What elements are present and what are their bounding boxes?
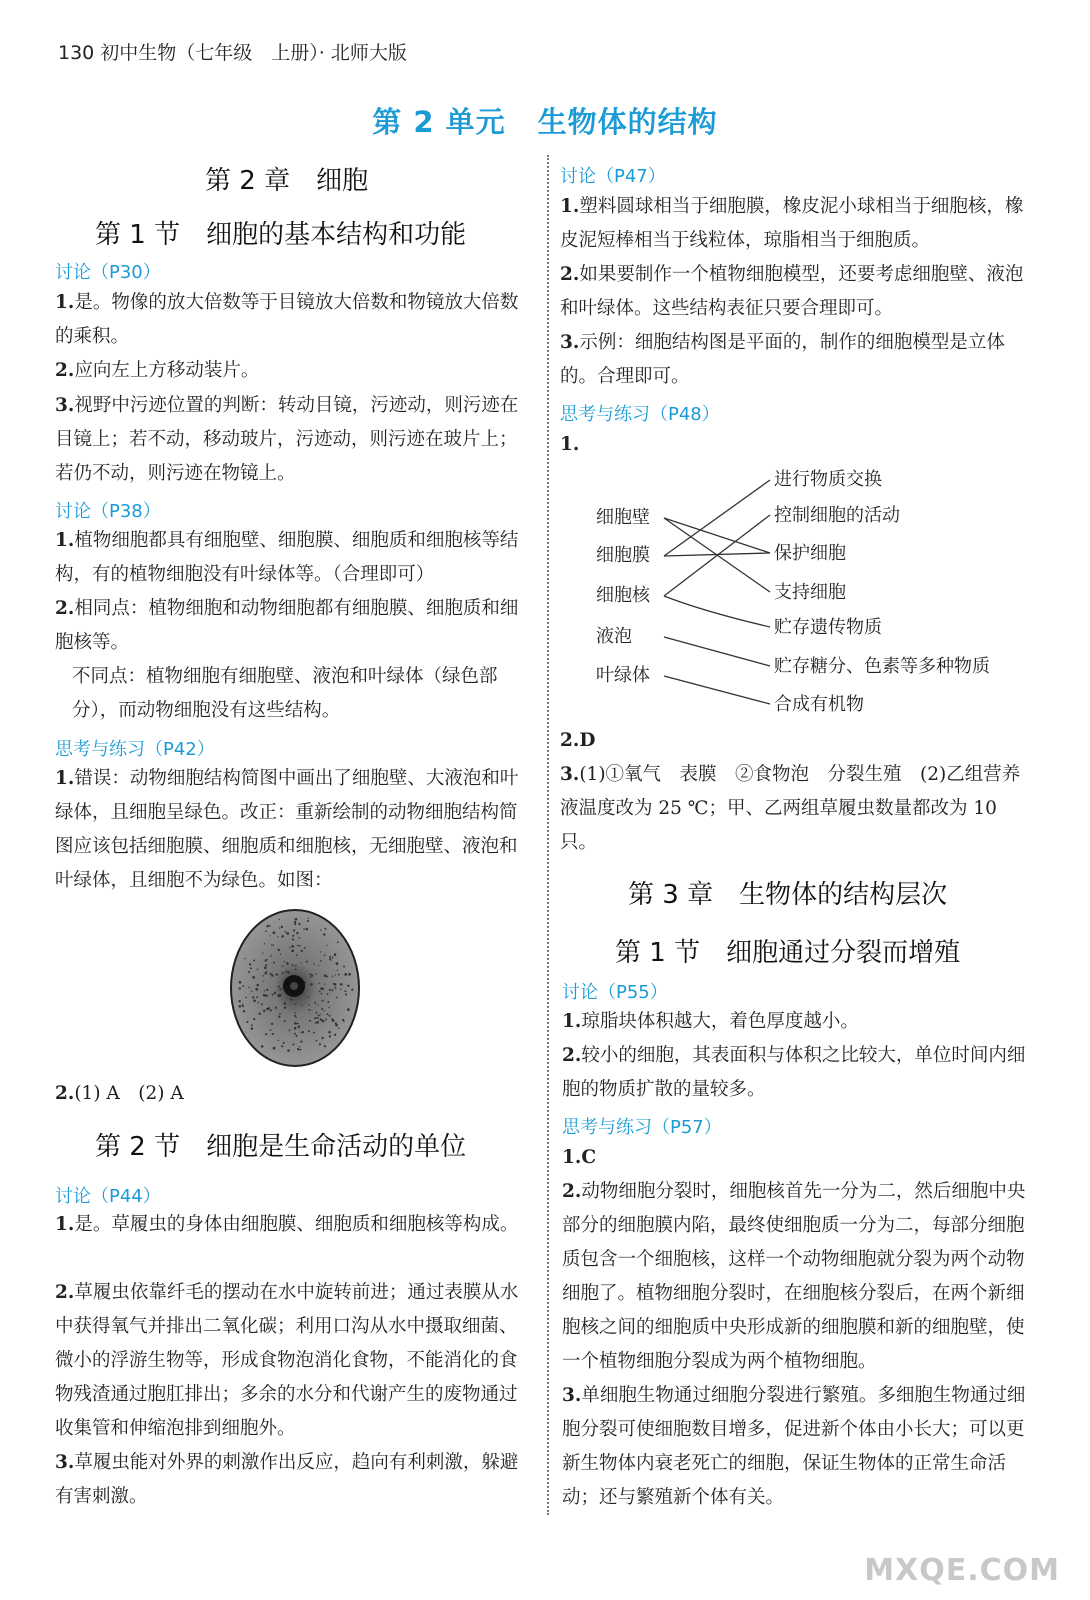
granule [291,945,294,948]
granule [284,1002,287,1005]
granule [277,936,278,937]
section-1-title: 第 1 节 细胞的基本结构和功能 [95,220,467,250]
granule [270,935,271,936]
granule [252,976,255,979]
answer-item: 1.植物细胞都具有细胞壁、细胞膜、细胞质和细胞核等结构，有的植物细胞没有叶绿体等。（合理即可） [55,530,519,585]
discussion-p55-label: 讨论（P55） [562,982,668,1003]
granule [251,991,252,992]
granule [279,989,280,990]
granule [336,997,338,999]
answer-item: 1.错误：动物细胞结构简图中画出了细胞壁、大液泡和叶绿体，且细胞呈绿色。改正：重新绘制的动物细胞结构简图应该包括细胞膜、细胞质和细胞核，无细胞壁、液泡和叶绿体，且细胞不为绿色。如图： [55,768,519,891]
answer-item: 3.视野中污迹位置的判断：转动目镜，污迹动，则污迹在目镜上；若不动，移动玻片，污迹动，则污迹在玻片上；若仍不动，则污迹在物镜上。 [55,395,519,484]
granule [301,962,302,963]
granule [329,1035,331,1037]
answer-item: 2.相同点：植物细胞和动物细胞都有细胞膜、细胞质和细胞核等。 [55,598,519,653]
granule [287,1049,290,1052]
granule [265,995,267,997]
discussion-p47-label: 讨论（P47） [560,166,666,187]
granule [246,1021,248,1023]
match-right-control: 控制细胞的活动 [774,505,900,526]
granule [272,994,274,996]
granule [278,986,280,988]
unit-title [0,100,1090,141]
granule [285,931,287,933]
granule [297,1023,299,1025]
granule [280,954,281,955]
granule [328,1007,329,1008]
granule [325,1019,327,1021]
granule [273,962,275,964]
match-right-storage: 贮存糖分、色素等多种物质 [774,656,990,677]
granule [306,928,309,931]
granule [295,1035,297,1037]
granule [271,974,274,977]
granule [297,1048,299,1050]
granule [321,1037,323,1039]
granule [308,1030,310,1032]
granule [331,989,333,991]
granule [329,956,331,958]
granule [310,983,313,986]
granule [315,1022,317,1024]
granule [289,1029,291,1031]
granule [309,973,311,975]
granule [270,1009,272,1011]
watermark: MXQE.COM [864,1553,1060,1588]
granule [330,959,332,961]
granule [244,958,245,959]
granule [255,988,257,990]
granule [313,963,314,964]
granule [318,1014,320,1016]
granule [283,1042,285,1044]
match-left-cell-wall: 细胞壁 [596,507,650,528]
answer-item: 1.塑料圆球相当于细胞膜，橡皮泥小球相当于细胞核，橡皮泥短棒相当于线粒体，琼脂相当于细胞质。 [560,196,1024,251]
match-right-support: 支持细胞 [774,582,846,603]
granule [257,984,259,986]
granule [295,968,297,970]
granule [271,1023,273,1025]
granule [334,983,337,986]
granule [262,980,263,981]
granule [323,933,325,935]
granule [291,964,293,966]
granule [273,945,274,946]
granule [274,992,276,994]
granule [278,1040,279,1041]
granule [263,994,266,997]
granule [304,947,306,949]
granule [303,928,305,930]
granule [320,1018,323,1021]
granule [315,1012,317,1014]
granule [243,1010,245,1012]
granule [338,1027,340,1029]
granule [337,941,339,943]
answer-item: 2.如果要制作一个植物细胞模型，还要考虑细胞壁、液泡和叶绿体。这些结构表征只要合理即可。 [560,264,1024,319]
granule [308,1009,310,1011]
granule [296,954,298,956]
granule [337,970,338,971]
granule [239,1005,242,1008]
granule [319,991,321,993]
granule [270,1029,272,1031]
granule [265,964,267,966]
unit-name: 生物体的结构 [537,105,718,139]
granule [328,1015,329,1016]
granule [329,989,331,991]
granule [284,1020,286,1022]
granule [295,1012,297,1014]
granule [332,1019,335,1022]
granule [286,962,289,965]
granule [278,949,280,951]
granule [344,990,346,992]
granule [317,1004,318,1005]
granule [311,974,313,976]
granule [272,1033,274,1035]
granule [264,967,267,970]
granule [293,929,295,931]
granule [250,967,252,969]
granule [262,975,263,976]
granule [346,993,347,994]
granule [298,1026,300,1028]
granule [306,961,308,963]
granule [324,974,327,977]
granule [320,951,321,952]
structure-function-matching-diagram [560,460,1040,720]
granule [307,920,309,922]
granule [275,1007,277,1009]
granule [276,973,278,975]
answer-item: 3.(1)①氧气 表膜 ②食物泡 分裂生殖 (2)乙组营养液温度改为 25 ℃；甲、乙两组草履虫数量都改为 10 只。 [560,764,1021,853]
discussion-p38-label: 讨论（P38） [55,501,161,522]
answer-item: 2.草履虫依靠纤毛的摆动在水中旋转前进；通过表膜从水中获得氧气并排出二氧化碳；利用口沟从水中摄取细菌、微小的浮游生物等，形成食物泡消化食物，不能消化的食物残渣通过胞肛排出；多余的水分和代谢产生的废物通过收集管和伸缩泡排到细胞外。 [55,1282,519,1439]
matching-lines [664,480,770,704]
answer-item: 1.C [562,1147,597,1168]
granule [285,970,287,972]
granule [271,944,273,946]
granule [308,1005,309,1006]
granule [296,932,298,934]
granule [290,998,291,999]
match-right-exchange: 进行物质交换 [774,469,882,490]
granule [347,1008,350,1011]
granule [347,985,349,987]
answer-item: 3.单细胞生物通过细胞分裂进行繁殖。多细胞生物通过细胞分裂可使细胞数目增多，促进新个体由小长大；可以更新生物体内衰老死亡的细胞，保证生物体的正常生命活动；还与繁殖新个体有关。 [562,1385,1026,1508]
discussion-p30-label: 讨论（P30） [55,262,161,283]
granule [266,989,268,991]
animal-cell-diagram [228,908,363,1068]
granule [284,961,286,963]
granule [267,925,270,928]
granule [265,1033,267,1035]
granule [310,976,312,978]
granule [298,923,300,925]
granule [251,1024,253,1026]
granule [327,1001,329,1003]
match-left-vacuole: 液泡 [596,626,632,647]
granule [319,1043,321,1045]
granule [321,993,323,995]
match-right-genetic: 贮存遗传物质 [774,617,882,638]
exercise-p48-label: 思考与练习（P48） [560,404,720,425]
granule [324,1010,325,1011]
granule [320,929,321,930]
granule [299,937,301,939]
granule [302,1031,304,1033]
granule [286,932,289,935]
granule [270,973,272,975]
granule [287,971,290,974]
answer-item: 3.草履虫能对外界的刺激作出反应，趋向有利刺激，躲避有害刺激。 [55,1452,519,1507]
granule [273,1047,276,1050]
granule [294,1027,297,1030]
granule [315,973,317,975]
match-left-nucleus: 细胞核 [596,585,650,606]
granule [245,996,247,998]
granule [248,987,249,988]
granule [267,959,268,960]
answer-item: 1. [560,434,580,455]
granule [351,989,353,991]
granule [256,996,258,998]
granule [348,974,350,976]
granule [343,1020,345,1022]
granule [314,1002,316,1004]
exercise-p57-label: 思考与练习（P57） [562,1117,722,1138]
granule [291,999,293,1001]
granule [253,1018,255,1020]
granule [292,1044,293,1045]
match-right-synthesis: 合成有机物 [774,694,864,715]
granule [266,971,267,972]
answer-item: 3.示例：细胞结构图是平面的，制作的细胞模型是立体的。合理即可。 [560,332,1005,387]
granule [289,947,290,948]
granule [279,1013,281,1015]
granule [264,990,265,991]
granule [307,997,309,999]
granule [253,999,256,1002]
granule [332,976,333,977]
granule [294,918,296,920]
granule [261,1045,264,1048]
granule [316,1021,319,1024]
granule [316,1040,318,1042]
granule [265,972,268,975]
granule [338,974,340,976]
granule [294,923,296,925]
granule [318,965,319,966]
granule [249,963,251,965]
granule [310,1010,311,1011]
answer-item: 2.D [560,730,596,751]
answer-item: 2.较小的细胞，其表面积与体积之比较大，单位时间内细胞的物质扩散的量较多。 [562,1045,1026,1100]
granule [262,953,263,954]
granule [344,973,347,976]
granule [332,957,334,959]
granule [335,974,336,975]
granule [279,994,282,997]
granule [324,984,325,985]
granule [257,969,258,970]
granule [318,983,319,984]
granule [242,985,244,987]
answer-item: 1.是。草履虫的身体由细胞膜、细胞质和细胞核等构成。 [55,1214,519,1235]
granule [258,1002,260,1004]
granule [242,1005,244,1007]
answer-item: 不同点：植物细胞有细胞壁、液泡和叶绿体（绿色部分），而动物细胞没有这些结构。 [72,666,498,721]
granule [308,918,309,919]
granule [301,950,303,952]
granule [327,993,329,995]
section-2-title: 第 2 节 细胞是生命活动的单位 [95,1132,467,1162]
granule [321,987,324,990]
column-divider [547,155,549,1515]
granule [295,965,297,967]
granule [322,1000,324,1002]
granule [322,1020,325,1023]
granule [300,1032,301,1033]
granule [326,945,327,946]
granule [266,1008,269,1011]
granule [294,921,296,923]
granule [299,1046,300,1047]
page-header: 130 初中生物（七年级 上册）· 北师大版 [58,42,407,64]
granule [300,1049,302,1051]
granule [327,1013,329,1015]
granule [239,987,241,989]
granule [324,1045,326,1047]
granule [282,965,284,967]
granule [292,935,294,937]
granule [328,1031,331,1034]
granule [295,1017,296,1018]
granule [264,959,266,961]
granule [261,1003,263,1005]
granule [300,1041,302,1043]
granule [314,1017,316,1019]
granule [295,1003,297,1005]
granule [321,1008,323,1010]
granule [239,981,242,984]
match-left-cell-membrane: 细胞膜 [596,545,650,566]
granule [251,1028,253,1030]
granule [334,953,337,956]
granule [273,931,276,934]
granule [324,928,326,930]
granule [294,1033,296,1035]
granule [284,1007,286,1009]
answer-item: 1.琼脂块体积越大，着色厚度越小。 [562,1011,859,1032]
granule [239,1000,241,1002]
granule [343,966,345,968]
granule [336,962,339,965]
granule [334,1034,336,1036]
granule [297,945,299,947]
discussion-p44-label: 讨论（P44） [55,1186,161,1207]
granule [291,950,294,953]
answer-item: 1.是。物像的放大倍数等于目镜放大倍数和物镜放大倍数的乘积。 [55,292,519,347]
granule [309,1020,311,1022]
granule [341,984,342,985]
nucleolus [290,982,298,990]
granule [259,1013,261,1015]
match-right-protect: 保护细胞 [774,543,846,564]
granule [281,926,283,928]
granule [320,960,322,962]
granule [292,938,294,940]
granule [294,1022,297,1025]
granule [279,927,280,928]
granule [270,955,272,957]
answer-item: 2.(1) A (2) A [55,1083,184,1104]
granule [313,1032,315,1034]
granule [320,1014,321,1015]
granule [294,1015,296,1017]
granule [282,972,284,974]
answer-item: 2.动物细胞分裂时，细胞核首先一分为二，然后细胞中央部分的细胞膜内陷，最终使细胞质一分为二，每部分细胞质包含一个细胞核，这样一个动物细胞就分裂为两个动物细胞了。植物细胞分裂时，在细胞核分裂后，在两个新细胞核之间的细胞质中央形成新的细胞膜和新的细胞壁，使一个植物细胞分裂成为两个植物细胞。 [562,1181,1026,1372]
chapter-3-title: 第 3 章 生物体的结构层次 [628,880,948,910]
chapter-2-title: 第 2 章 细胞 [205,166,369,196]
granule [253,960,255,962]
exercise-p42-label: 思考与练习（P42） [55,739,215,760]
granule [248,971,250,973]
granule [263,1010,265,1012]
answer-item: 2.应向左上方移动装片。 [55,360,260,381]
granule [279,919,280,920]
granule [278,1016,280,1018]
granule [269,925,271,927]
granule [335,987,337,989]
match-left-chloroplast: 叶绿体 [596,665,650,686]
granule [340,989,341,990]
granule [317,1017,319,1019]
granule [281,935,284,938]
granule [281,1045,283,1047]
granule [264,943,266,945]
granule [301,1004,302,1005]
section-3-title: 第 1 节 细胞通过分裂而增殖 [615,938,961,968]
granule [242,1004,243,1005]
granule [299,945,301,947]
granule [324,954,326,956]
granule [335,1024,338,1027]
granule [252,996,254,998]
granule [265,930,267,932]
unit-number: 第 2 单元 [372,105,506,139]
